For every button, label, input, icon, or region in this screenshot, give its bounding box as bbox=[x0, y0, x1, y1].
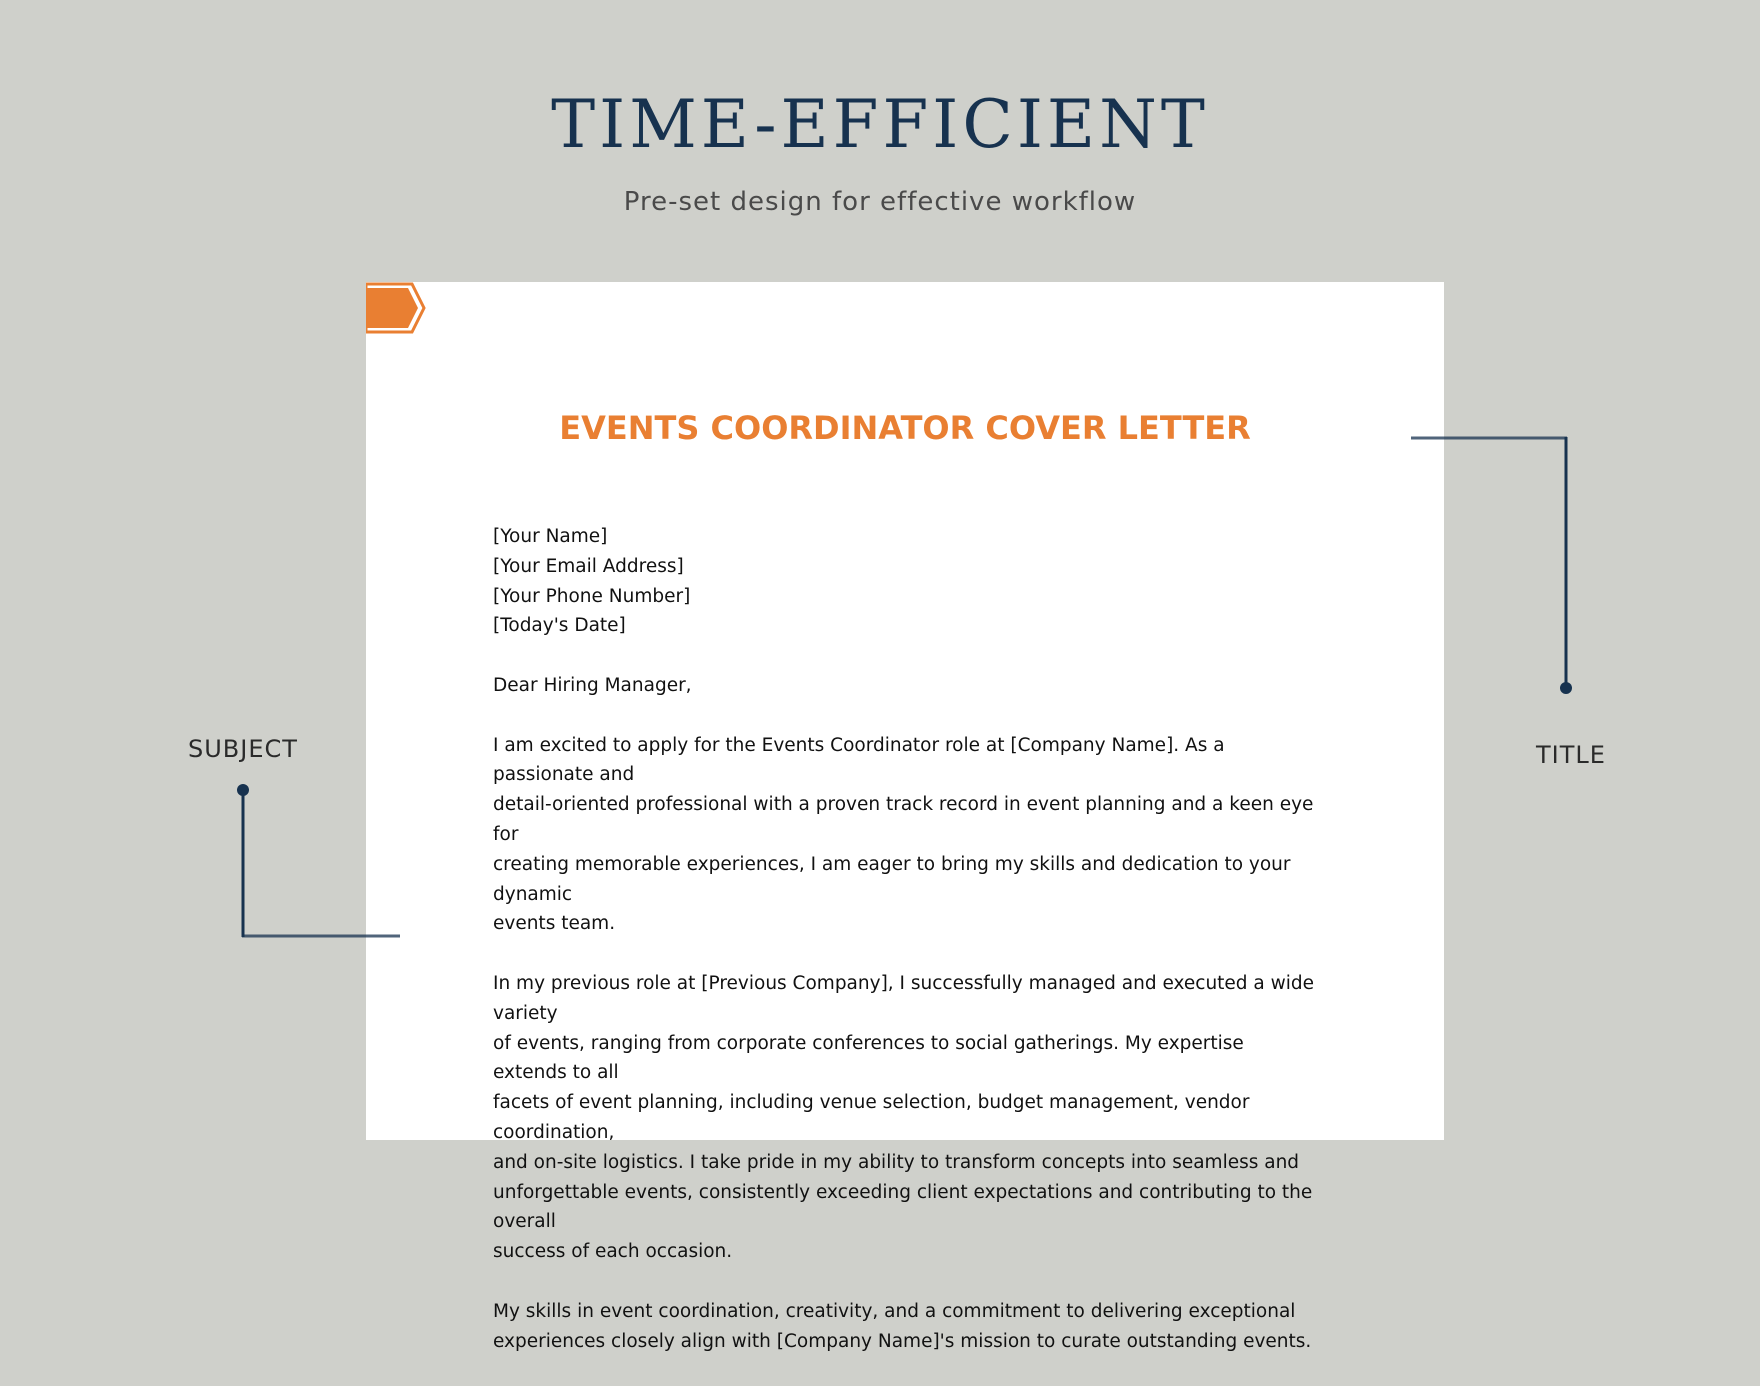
paragraph-line: facets of event planning, including venue selection, budget management, vendor coordination, bbox=[493, 1092, 1250, 1143]
paragraph-line: and on-site logistics. I take pride in my ability to transform concepts into seamless and bbox=[493, 1151, 1300, 1173]
paragraph-line: unforgettable events, consistently exceeding client expectations and contributing to the overall bbox=[493, 1181, 1313, 1233]
paragraph-line: events team. bbox=[493, 913, 616, 935]
contact-email: [Your Email Address] bbox=[493, 555, 684, 577]
paragraph-line: In my previous role at [Previous Company], I successfully managed and executed a wide variety bbox=[493, 972, 1315, 1024]
paragraph-line: of events, ranging from corporate conferences to social gatherings. My expertise extends to all bbox=[493, 1032, 1244, 1084]
paragraph-line: experiences closely align with [Company Name]'s mission to curate outstanding events. bbox=[493, 1330, 1312, 1352]
headline: TIME-EFFICIENT bbox=[551, 86, 1209, 163]
contact-date: [Today's Date] bbox=[493, 615, 626, 637]
subject-label: SUBJECT bbox=[188, 735, 298, 763]
paragraph-line: success of each occasion. bbox=[493, 1241, 733, 1263]
title-label: TITLE bbox=[1536, 741, 1606, 769]
paragraph-3 bbox=[493, 1297, 1323, 1357]
salutation-text: Dear Hiring Manager, bbox=[493, 674, 692, 696]
paragraph-line: My skills in event coordination, creativity, and a commitment to delivering exceptional bbox=[493, 1300, 1296, 1322]
title-connector-dot-icon bbox=[1560, 682, 1572, 694]
paragraph-line: detail-oriented professional with a proven track record in event planning and a keen eye for bbox=[493, 794, 1314, 845]
paragraph-line: I am excited to apply for the Events Coordinator role at [Company Name]. As a passionate and bbox=[493, 734, 1225, 786]
paragraph-line: creating memorable experiences, I am eager to bring my skills and dedication to your dynamic bbox=[493, 853, 1291, 905]
subheadline: Pre-set design for effective workflow bbox=[623, 187, 1137, 217]
title-connector bbox=[1411, 437, 1572, 694]
contact-phone: [Your Phone Number] bbox=[493, 585, 691, 607]
document-title: EVENTS COORDINATOR COVER LETTER bbox=[559, 409, 1251, 447]
subject-connector bbox=[237, 784, 400, 937]
contact-name: [Your Name] bbox=[493, 526, 608, 547]
